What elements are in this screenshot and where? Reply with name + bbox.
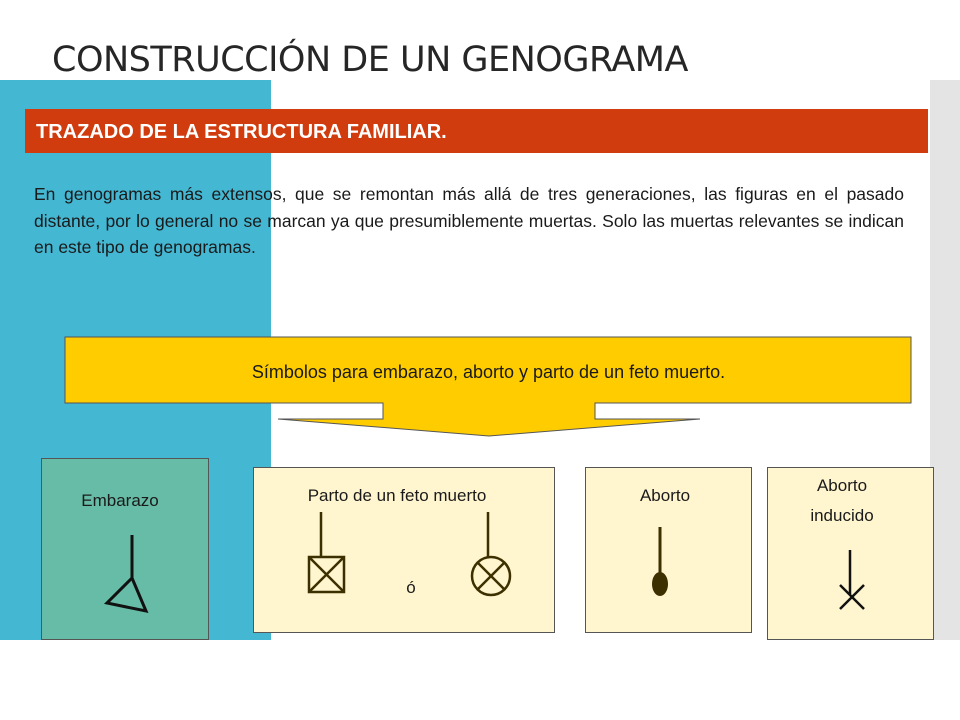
miscarriage-dot-icon [652,527,668,596]
callout-text: Símbolos para embarazo, aborto y parto de un feto muerto. [251,362,726,382]
label-aborto-inducido-2: inducido [810,506,874,525]
stillbirth-circle-icon [472,512,510,595]
label-stillbirth: Parto de un feto muerto [307,486,487,505]
body-paragraph: En genogramas más extensos, que se remontan más allá de tres generaciones, las figuras en el pasado distante, por lo general no se marcan ya que presumiblemente muertas. Solo las muertas relevantes se indican en este tipo de genogramas. [34,184,904,257]
label-or: ó [406,578,416,597]
subtitle-text: TRAZADO DE LA ESTRUCTURA FAMILIAR. [36,121,447,143]
slide-title: CONSTRUCCIÓN DE UN GENOGRAMA [52,40,688,80]
label-embarazo: Embarazo [81,491,159,510]
stillbirth-square-icon [309,512,344,592]
label-aborto: Aborto [639,486,691,505]
pregnancy-triangle-icon [107,535,146,611]
induced-abortion-x-icon [840,550,864,609]
label-aborto-inducido-1: Aborto [816,476,868,495]
